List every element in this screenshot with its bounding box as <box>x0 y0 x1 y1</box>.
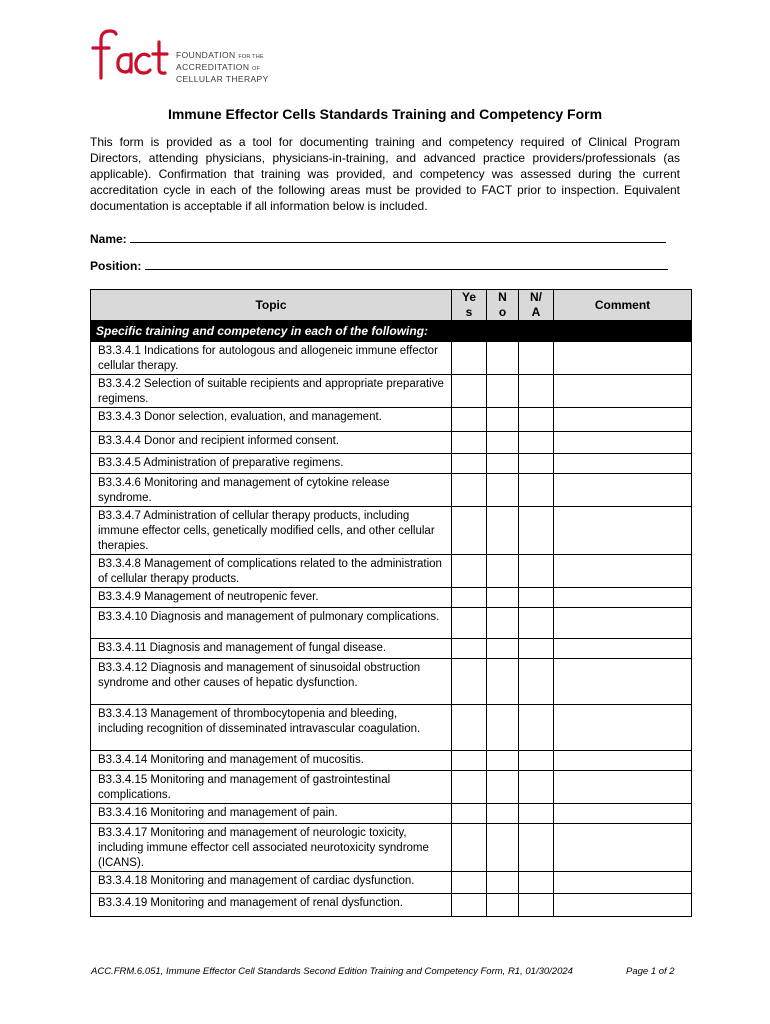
name-field[interactable] <box>90 231 666 246</box>
table-row <box>91 705 692 751</box>
topic-cell: B3.3.4.1 Indications for autologous and allogeneic immune effector cellular therapy. <box>91 342 452 375</box>
yes-checkbox-cell[interactable] <box>452 454 487 474</box>
yes-checkbox-cell[interactable] <box>452 771 487 804</box>
na-checkbox-cell[interactable] <box>519 454 554 474</box>
logo-line2: ACCREDITATION <box>176 62 250 72</box>
na-checkbox-cell[interactable] <box>519 432 554 454</box>
table-row <box>91 639 692 659</box>
table-row <box>91 454 692 474</box>
yes-checkbox-cell[interactable] <box>452 608 487 639</box>
yes-checkbox-cell[interactable] <box>452 705 487 751</box>
table-row <box>91 408 692 432</box>
topic-cell: B3.3.4.7 Administration of cellular therapy products, including immune effector cells, genetically modified cells, and other cellular therapies. <box>91 507 452 555</box>
yes-checkbox-cell[interactable] <box>452 408 487 432</box>
position-label: Position: <box>90 259 142 273</box>
topic-cell: B3.3.4.18 Monitoring and management of cardiac dysfunction. <box>91 872 452 894</box>
topic-cell: B3.3.4.14 Monitoring and management of mucositis. <box>91 751 452 771</box>
topic-cell: B3.3.4.16 Monitoring and management of pain. <box>91 804 452 824</box>
table-row <box>91 555 692 588</box>
topic-cell: B3.3.4.8 Management of complications related to the administration of cellular therapy products. <box>91 555 452 588</box>
comment-cell[interactable] <box>554 751 692 771</box>
table-row <box>91 342 692 375</box>
comment-cell[interactable] <box>554 507 692 555</box>
section-heading: Specific training and competency in each of the following: <box>91 321 692 342</box>
no-checkbox-cell[interactable] <box>487 608 519 639</box>
no-checkbox-cell[interactable] <box>487 705 519 751</box>
table-row <box>91 824 692 872</box>
yes-checkbox-cell[interactable] <box>452 588 487 608</box>
na-checkbox-cell[interactable] <box>519 474 554 507</box>
position-field[interactable] <box>90 258 668 273</box>
comment-cell[interactable] <box>554 454 692 474</box>
yes-checkbox-cell[interactable] <box>452 474 487 507</box>
header-comment: Comment <box>554 290 692 321</box>
fact-logo <box>89 28 269 82</box>
no-checkbox-cell[interactable] <box>487 804 519 824</box>
comment-cell[interactable] <box>554 639 692 659</box>
table-row <box>91 474 692 507</box>
footer-document-id: ACC.FRM.6.051, Immune Effector Cell Standards Second Edition Training and Competency Form, R1, 01/30/2024 <box>91 966 573 977</box>
no-checkbox-cell[interactable] <box>487 588 519 608</box>
na-checkbox-cell[interactable] <box>519 705 554 751</box>
comment-cell[interactable] <box>554 771 692 804</box>
na-checkbox-cell[interactable] <box>519 608 554 639</box>
no-checkbox-cell[interactable] <box>487 375 519 408</box>
logo-line3: CELLULAR THERAPY <box>176 74 269 84</box>
no-checkbox-cell[interactable] <box>487 474 519 507</box>
comment-cell[interactable] <box>554 474 692 507</box>
yes-checkbox-cell[interactable] <box>452 804 487 824</box>
no-checkbox-cell[interactable] <box>487 432 519 454</box>
na-checkbox-cell[interactable] <box>519 824 554 872</box>
no-checkbox-cell[interactable] <box>487 454 519 474</box>
no-checkbox-cell[interactable] <box>487 824 519 872</box>
comment-cell[interactable] <box>554 375 692 408</box>
no-checkbox-cell[interactable] <box>487 342 519 375</box>
topic-cell: B3.3.4.19 Monitoring and management of renal dysfunction. <box>91 894 452 917</box>
topic-cell: B3.3.4.17 Monitoring and management of neurologic toxicity, including immune effector cell associated neurotoxicity syndrome (ICANS). <box>91 824 452 872</box>
na-checkbox-cell[interactable] <box>519 804 554 824</box>
table-row <box>91 894 692 917</box>
na-checkbox-cell[interactable] <box>519 375 554 408</box>
header-topic: Topic <box>91 290 452 321</box>
section-row <box>91 321 692 342</box>
na-checkbox-cell[interactable] <box>519 894 554 917</box>
comment-cell[interactable] <box>554 588 692 608</box>
name-input-line[interactable] <box>130 231 666 243</box>
na-checkbox-cell[interactable] <box>519 659 554 705</box>
na-checkbox-cell[interactable] <box>519 639 554 659</box>
comment-cell[interactable] <box>554 659 692 705</box>
comment-cell[interactable] <box>554 408 692 432</box>
comment-cell[interactable] <box>554 608 692 639</box>
na-checkbox-cell[interactable] <box>519 588 554 608</box>
yes-checkbox-cell[interactable] <box>452 872 487 894</box>
na-checkbox-cell[interactable] <box>519 771 554 804</box>
logo-line1: FOUNDATION <box>176 50 236 60</box>
header-yes <box>452 290 487 321</box>
topic-cell: B3.3.4.12 Diagnosis and management of sinusoidal obstruction syndrome and other causes of hepatic dysfunction. <box>91 659 452 705</box>
no-checkbox-cell[interactable] <box>487 639 519 659</box>
logo-line2-small: OF <box>252 66 261 72</box>
no-checkbox-cell[interactable] <box>487 507 519 555</box>
topic-cell: B3.3.4.3 Donor selection, evaluation, and management. <box>91 408 452 432</box>
no-checkbox-cell[interactable] <box>487 872 519 894</box>
yes-checkbox-cell[interactable] <box>452 751 487 771</box>
logo-wordmark <box>176 50 269 84</box>
topic-cell: B3.3.4.6 Monitoring and management of cytokine release syndrome. <box>91 474 452 507</box>
table-row <box>91 751 692 771</box>
yes-checkbox-cell[interactable] <box>452 507 487 555</box>
table-row <box>91 872 692 894</box>
comment-cell[interactable] <box>554 804 692 824</box>
header-na-label: N/A <box>530 290 542 319</box>
topic-cell: B3.3.4.4 Donor and recipient informed consent. <box>91 432 452 454</box>
table-row <box>91 771 692 804</box>
table-row <box>91 659 692 705</box>
na-checkbox-cell[interactable] <box>519 872 554 894</box>
form-title: Immune Effector Cells Standards Training and Competency Form <box>167 106 603 122</box>
table-row <box>91 804 692 824</box>
na-checkbox-cell[interactable] <box>519 507 554 555</box>
header-no-label: No <box>498 290 507 319</box>
na-checkbox-cell[interactable] <box>519 342 554 375</box>
table-header-row <box>91 290 692 321</box>
topic-cell: B3.3.4.2 Selection of suitable recipients and appropriate preparative regimens. <box>91 375 452 408</box>
no-checkbox-cell[interactable] <box>487 771 519 804</box>
yes-checkbox-cell[interactable] <box>452 375 487 408</box>
intro-paragraph: This form is provided as a tool for documenting training and competency required of Clinical Program Directors, attending physicians, physicians-in-training, and advanced practice providers/professionals (as applicable). Confirmation that training was provided, and competency was assessed during the current accreditation cycle in each of the following areas must be provided to FACT prior to inspection. Equivalent documentation is acceptable if all information below is included. <box>90 135 680 213</box>
training-competency-table <box>90 289 692 917</box>
comment-cell[interactable] <box>554 342 692 375</box>
table-row <box>91 588 692 608</box>
no-checkbox-cell[interactable] <box>487 555 519 588</box>
footer-page-number: Page 1 of 2 <box>626 966 675 977</box>
topic-cell: B3.3.4.15 Monitoring and management of gastrointestinal complications. <box>91 771 452 804</box>
fact-logo-mark <box>89 28 169 82</box>
comment-cell[interactable] <box>554 872 692 894</box>
position-input-line[interactable] <box>145 258 668 270</box>
logo-line1-small: FOR THE <box>238 54 264 60</box>
na-checkbox-cell[interactable] <box>519 751 554 771</box>
header-na <box>519 290 554 321</box>
topic-cell: B3.3.4.10 Diagnosis and management of pulmonary complications. <box>91 608 452 639</box>
no-checkbox-cell[interactable] <box>487 751 519 771</box>
yes-checkbox-cell[interactable] <box>452 639 487 659</box>
header-no <box>487 290 519 321</box>
yes-checkbox-cell[interactable] <box>452 432 487 454</box>
table-row <box>91 507 692 555</box>
yes-checkbox-cell[interactable] <box>452 659 487 705</box>
table-row <box>91 375 692 408</box>
comment-cell[interactable] <box>554 555 692 588</box>
yes-checkbox-cell[interactable] <box>452 894 487 917</box>
name-label: Name: <box>90 232 127 246</box>
na-checkbox-cell[interactable] <box>519 555 554 588</box>
comment-cell[interactable] <box>554 824 692 872</box>
na-checkbox-cell[interactable] <box>519 408 554 432</box>
topic-cell: B3.3.4.9 Management of neutropenic fever. <box>91 588 452 608</box>
comment-cell[interactable] <box>554 432 692 454</box>
table-row <box>91 432 692 454</box>
topic-cell: B3.3.4.5 Administration of preparative regimens. <box>91 454 452 474</box>
yes-checkbox-cell[interactable] <box>452 824 487 872</box>
yes-checkbox-cell[interactable] <box>452 342 487 375</box>
header-yes-label: Yes <box>461 290 476 319</box>
topic-cell: B3.3.4.11 Diagnosis and management of fungal disease. <box>91 639 452 659</box>
no-checkbox-cell[interactable] <box>487 408 519 432</box>
comment-cell[interactable] <box>554 705 692 751</box>
yes-checkbox-cell[interactable] <box>452 555 487 588</box>
no-checkbox-cell[interactable] <box>487 659 519 705</box>
comment-cell[interactable] <box>554 894 692 917</box>
topic-cell: B3.3.4.13 Management of thrombocytopenia and bleeding, including recognition of disseminated intravascular coagulation. <box>91 705 452 751</box>
table-row <box>91 608 692 639</box>
no-checkbox-cell[interactable] <box>487 894 519 917</box>
